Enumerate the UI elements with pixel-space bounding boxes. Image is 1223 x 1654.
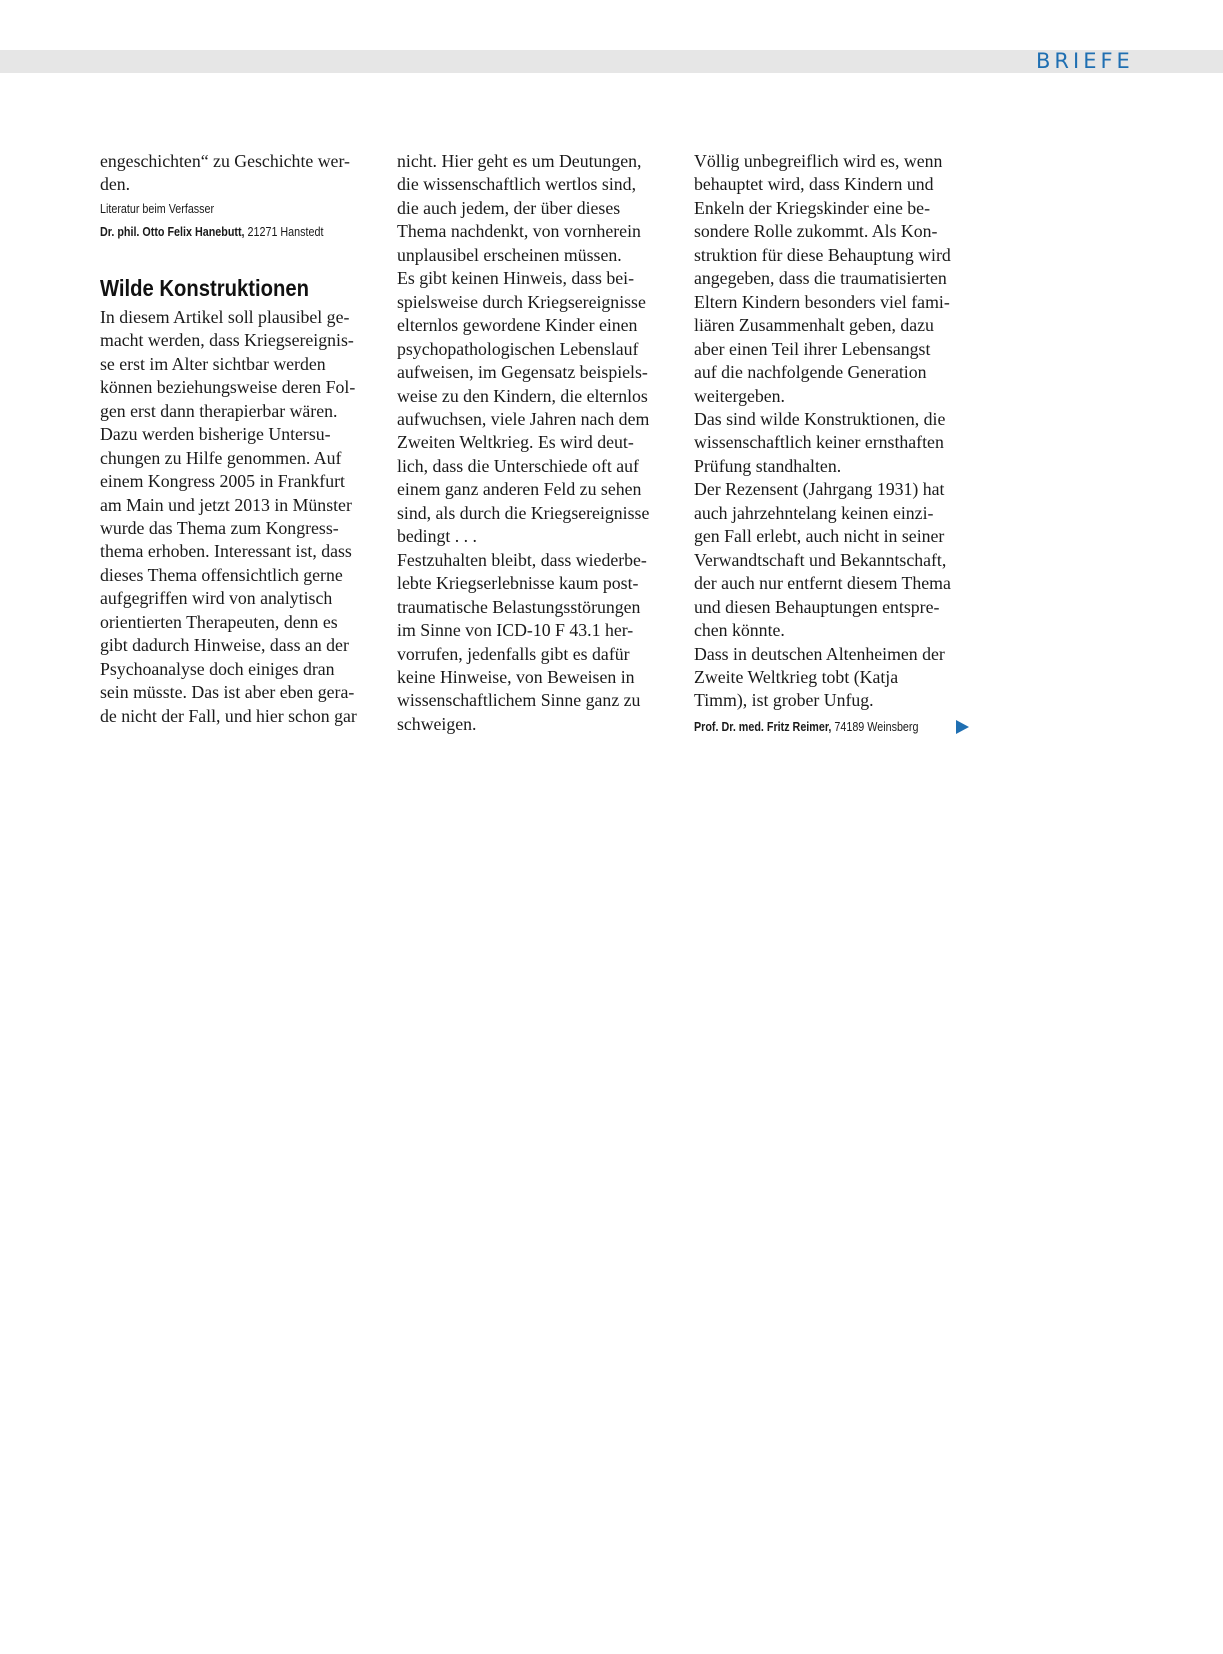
text-line: aber einen Teil ihrer Lebensangst xyxy=(694,338,931,359)
text-line: psychopathologischen Lebenslauf xyxy=(397,338,639,359)
section-label: BRIEFE xyxy=(1036,49,1134,73)
text-line: vorrufen, jedenfalls gibt es dafür xyxy=(397,643,630,664)
text-line: lich, dass die Unterschiede oft auf xyxy=(397,455,639,476)
text-line: weise zu den Kindern, die elternlos xyxy=(397,385,648,406)
column-1-lead-text xyxy=(100,150,382,197)
column-1-body-text xyxy=(100,306,382,728)
text-line: im Sinne von ICD-10 F 43.1 her- xyxy=(397,620,634,641)
text-line: aufweisen, im Gegensatz beispiels- xyxy=(397,362,648,383)
text-line: elternlos gewordene Kinder einen xyxy=(397,315,638,336)
text-line: wurde das Thema zum Kongress- xyxy=(100,517,339,538)
text-line: engeschichten“ zu Geschichte wer- xyxy=(100,151,350,171)
column-2-body-text xyxy=(397,150,679,736)
text-line: thema erhoben. Interessant ist, dass xyxy=(100,541,352,562)
text-line: wissenschaftlichem Sinne ganz zu xyxy=(397,690,641,711)
text-line: Verwandtschaft und Bekanntschaft, xyxy=(694,549,947,570)
text-line: einem ganz anderen Feld zu sehen xyxy=(397,479,642,500)
signature-name: Prof. Dr. med. Fritz Reimer, xyxy=(694,719,832,734)
text-line: struktion für diese Behauptung wird xyxy=(694,244,951,265)
text-line: aufwuchsen, viele Jahren nach dem xyxy=(397,408,650,429)
column-2 xyxy=(397,150,679,736)
text-line: auf die nachfolgende Generation xyxy=(694,362,927,383)
text-line: die auch jedem, der über dieses xyxy=(397,197,621,218)
text-line: Enkeln der Kriegskinder eine be- xyxy=(694,197,931,218)
text-line: Festzuhalten bleibt, dass wiederbe- xyxy=(397,549,647,570)
text-line: der auch nur entfernt diesem Thema xyxy=(694,573,951,594)
text-line: orientierten Therapeuten, denn es xyxy=(100,611,338,632)
text-line: sondere Rolle zukommt. Als Kon- xyxy=(694,221,938,242)
signature-place: 74189 Weinsberg xyxy=(834,719,919,734)
text-line: Eltern Kindern besonders viel fami- xyxy=(694,291,950,312)
text-line: sind, als durch die Kriegsereignisse xyxy=(397,502,650,523)
column-3-body-text xyxy=(694,150,976,713)
text-line: einem Kongress 2005 in Frankfurt xyxy=(100,471,345,492)
text-line: Prüfung standhalten. xyxy=(694,455,842,476)
text-line: können beziehungsweise deren Fol- xyxy=(100,377,356,398)
column-3 xyxy=(694,150,976,737)
text-line: Dazu werden bisherige Untersu- xyxy=(100,424,331,445)
text-line: keine Hinweise, von Beweisen in xyxy=(397,666,635,687)
signature-hanebutt xyxy=(100,224,343,240)
text-line: den. xyxy=(100,174,131,195)
text-line: chungen zu Hilfe genommen. Auf xyxy=(100,447,342,468)
text-line: de nicht der Fall, und hier schon gar xyxy=(100,705,357,726)
text-line: und diesen Behauptungen entspre- xyxy=(694,596,940,617)
text-line: gen erst dann therapierbar wären. xyxy=(100,400,338,421)
signature-place: 21271 Hanstedt xyxy=(247,224,324,239)
text-line: Zweiten Weltkrieg. Es wird deut- xyxy=(397,432,634,453)
text-line: Völlig unbegreiflich wird es, wenn xyxy=(694,151,943,171)
signature-name: Dr. phil. Otto Felix Hanebutt, xyxy=(100,224,245,239)
text-line: dieses Thema offensichtlich gerne xyxy=(100,564,343,585)
text-line: angegeben, dass die traumatisierten xyxy=(694,268,947,289)
text-line: nicht. Hier geht es um Deutungen, xyxy=(397,151,642,171)
text-line: sein müsste. Das ist aber eben gera- xyxy=(100,682,355,703)
text-line: Zweite Weltkrieg tobt (Katja xyxy=(694,666,899,687)
text-line: Psychoanalyse doch einiges dran xyxy=(100,658,335,679)
text-line: behauptet wird, dass Kindern und xyxy=(694,174,934,195)
letter-heading: Wilde Konstruktionen xyxy=(100,274,309,301)
continue-arrow-icon xyxy=(956,720,969,734)
text-line: bedingt . . . xyxy=(397,526,478,547)
text-line: weitergeben. xyxy=(694,385,786,406)
text-line: traumatische Belastungsstörungen xyxy=(397,596,641,617)
text-line: macht werden, dass Kriegsereignis- xyxy=(100,330,354,351)
text-line: Thema nachdenkt, von vornherein xyxy=(397,221,641,242)
text-line: chen könnte. xyxy=(694,620,785,641)
column-1 xyxy=(100,150,382,728)
text-line: am Main und jetzt 2013 in Münster xyxy=(100,494,352,515)
text-line: aufgegriffen wird von analytisch xyxy=(100,588,333,609)
text-line: die wissenschaftlich wertlos sind, xyxy=(397,174,637,195)
text-line: Es gibt keinen Hinweis, dass bei- xyxy=(397,268,635,289)
text-line: auch jahrzehntelang keinen einzi- xyxy=(694,502,934,523)
text-line: In diesem Artikel soll plausibel ge- xyxy=(100,306,350,327)
text-line: gibt dadurch Hinweise, dass an der xyxy=(100,635,349,656)
signature-reimer-row xyxy=(694,717,976,737)
text-line: lebte Kriegserlebnisse kaum post- xyxy=(397,573,639,594)
text-line: Dass in deutschen Altenheimen der xyxy=(694,643,945,664)
text-line: liären Zusammenhalt geben, dazu xyxy=(694,315,934,336)
text-line: Der Rezensent (Jahrgang 1931) hat xyxy=(694,479,945,500)
text-line: Timm), ist grober Unfug. xyxy=(694,690,874,711)
signature-reimer xyxy=(694,719,918,735)
text-line: unplausibel erscheinen müssen. xyxy=(397,244,622,265)
text-line: schweigen. xyxy=(397,713,477,734)
literature-note: Literatur beim Verfasser xyxy=(100,201,215,216)
text-line: Das sind wilde Konstruktionen, die xyxy=(694,408,946,429)
text-line: se erst im Alter sichtbar werden xyxy=(100,353,326,374)
text-line: gen Fall erlebt, auch nicht in seiner xyxy=(694,526,945,547)
text-line: spielsweise durch Kriegsereignisse xyxy=(397,291,646,312)
text-line: wissenschaftlich keiner ernsthaften xyxy=(694,432,944,453)
